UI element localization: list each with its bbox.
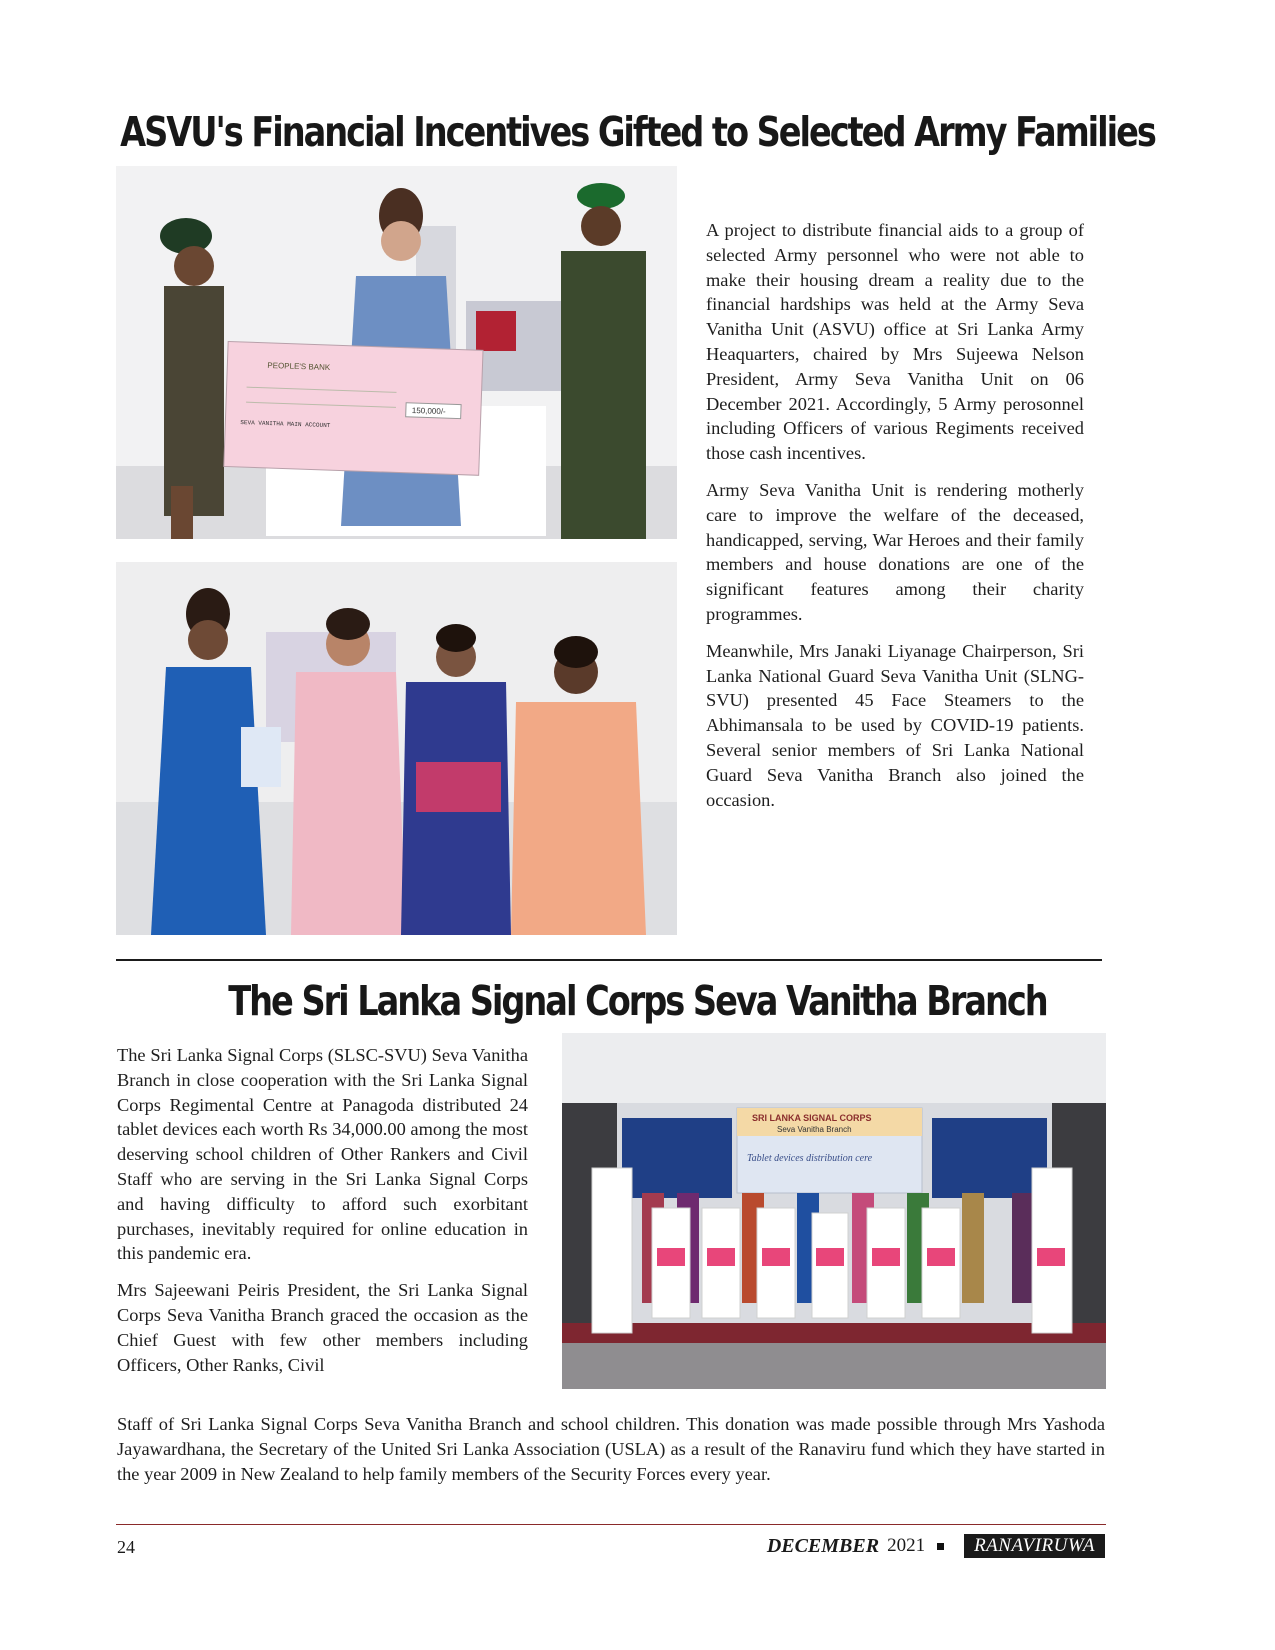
article-paragraph: Meanwhile, Mrs Janaki Liyanage Chairperson, Sri Lanka National Guard Seva Vanitha Unit (SLNG-SVU) presented 45 Face Steamers to the Abhimansala to be used by COVID-19 patients. Several senior members of Sri Lanka National Guard Seva Vanitha Branch also joined the occasion. <box>706 640 1084 810</box>
cheque-presentation-photo <box>116 166 677 539</box>
footer-masthead <box>767 1534 1105 1558</box>
article-body-left-column <box>117 1043 528 1389</box>
article-paragraph: Army Seva Vanitha Unit is rendering motherly care to improve the welfare of the deceased, handicapped, serving, War Heroes and their family members and house donations are one of the significant features among their charity programmes. <box>706 479 1084 624</box>
cheque-bank-text: PEOPLE'S BANK <box>267 360 331 373</box>
article-paragraph: Mrs Sajeewani Peiris President, the Sri Lanka Signal Corps Seva Vanitha Branch graced the occasion as the Chief Guest with few other members including Officers, Other Ranks, Civil <box>117 1280 528 1375</box>
banner-line3: Tablet devices distribution cere <box>747 1153 873 1164</box>
magazine-name: RANAVIRUWA <box>964 1534 1105 1558</box>
footer-year: 2021 <box>887 1535 926 1556</box>
article-paragraph: A project to distribute financial aids to a group of selected Army personnel who were not able to make their housing dream a reality due to the financial hardships was held at the Army Seva Vanitha Unit (ASVU) office at Sri Lanka Army Heaquarters, chaired by Mrs Sujeewa Nelson President, Army Seva Vanitha Unit on 06 December 2021. Accordingly, 5 Army perosonnel including Officers of various Regiments received those cash incentives. <box>706 220 1084 464</box>
article-paragraph: The Sri Lanka Signal Corps (SLSC-SVU) Seva Vanitha Branch in close cooperation with the Sri Lanka Signal Corps Regimental Centre at Panagoda distributed 24 tablet devices each worth Rs 34,000.00 among the most deserving school children of Other Rankers and Civil Staff who are serving in the Sri Lanka Signal Corps and having difficulty to afford such exorbitant purchases, inevitably required for online education in this pandemic era. <box>117 1045 528 1264</box>
banner-line1: SRI LANKA SIGNAL CORPS <box>752 1113 872 1123</box>
tablet-distribution-group-photo <box>562 1033 1106 1389</box>
footer-square-icon <box>937 1543 944 1550</box>
footer-month: DECEMBER <box>766 1534 880 1557</box>
article-continuation: Staff of Sri Lanka Signal Corps Seva Vanitha Branch and school children. This donation was made possible through Mrs Yashoda Jayawardhana, the Secretary of the United Sri Lanka Association (USLA) as a result of the Ranaviru fund which they have started in the year 2009 in New Zealand to help family members of the Security Forces every year. <box>117 1414 1105 1484</box>
cheque-account-text: SEVA VANITHA MAIN ACCOUNT <box>240 418 331 430</box>
banner-line2: Seva Vanitha Branch <box>777 1125 852 1134</box>
article-headline: The Sri Lanka Signal Corps Seva Vanitha Branch <box>228 977 1047 1025</box>
cheque-amount-text: 150,000/- <box>411 405 446 417</box>
article-body-right-column <box>706 218 1084 824</box>
section-divider <box>116 959 1102 961</box>
footer-divider <box>116 1524 1106 1525</box>
face-steamer-presentation-photo <box>116 562 677 935</box>
article-headline: ASVU's Financial Incentives Gifted to Selected Army Families <box>120 108 1155 156</box>
page-number: 24 <box>117 1537 135 1557</box>
